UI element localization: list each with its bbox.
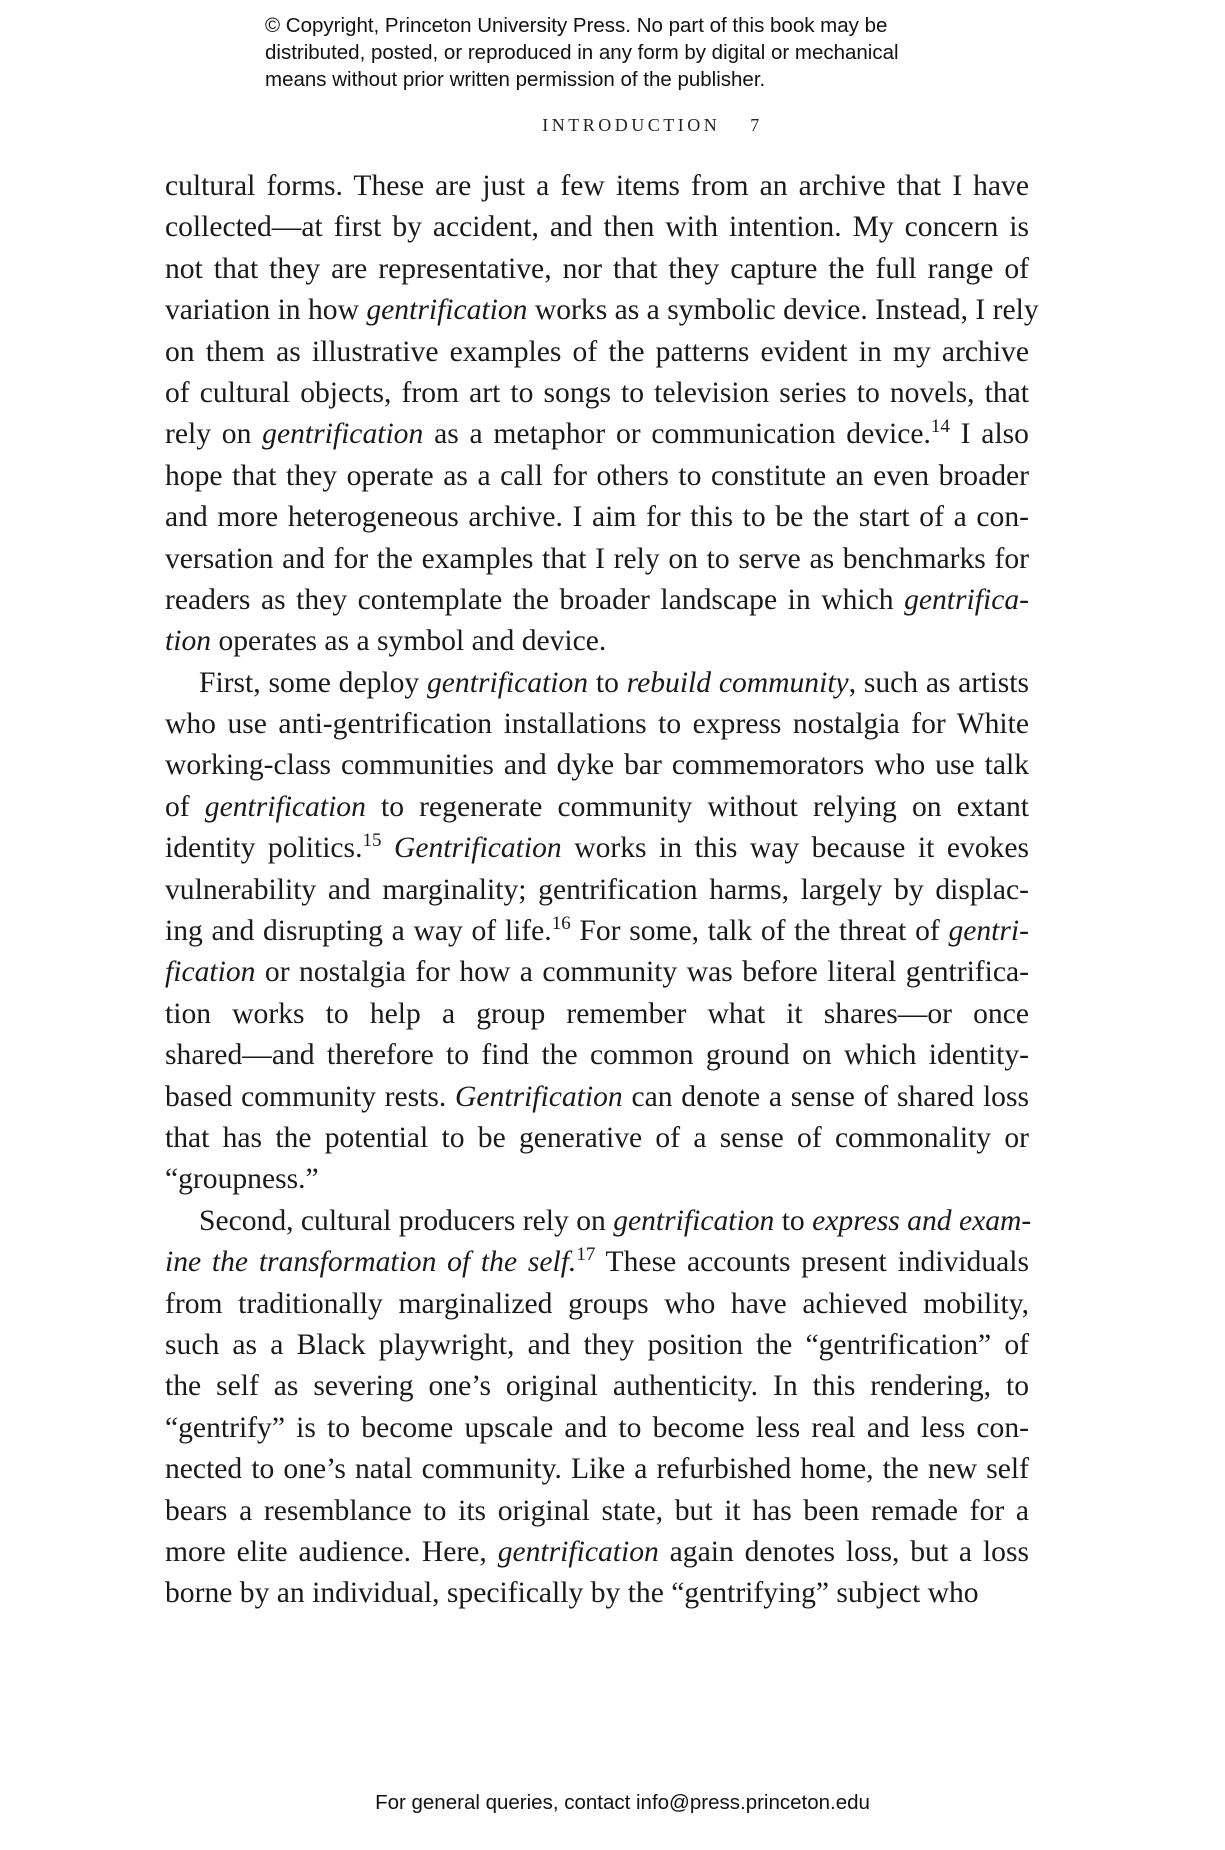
text-run: working-class communities and dyke bar commemorators who use talk [165, 749, 1029, 782]
paragraph [165, 166, 1039, 663]
running-head [0, 115, 1225, 136]
footnote-ref: 16 [551, 913, 571, 935]
text-line [165, 704, 1029, 745]
text-run: “groupness.” [165, 1163, 319, 1196]
italic-text: rebuild community [626, 666, 849, 699]
text-run: of [165, 790, 205, 823]
text-line [165, 1159, 1029, 1200]
text-line [165, 1366, 1029, 1407]
text-run: These accounts present individuals [595, 1246, 1029, 1279]
text-line [165, 290, 1039, 331]
text-line [165, 249, 1029, 290]
text-run: again denotes loss, but a loss [658, 1535, 1029, 1568]
text-line [165, 373, 1029, 414]
text-run: the self as severing one’s original authenticity. In this rendering, to [165, 1370, 1029, 1403]
footer-contact: For general queries, contact info@press.princeton.edu [375, 1791, 870, 1814]
text-run: tion works to help a group remember what it shares—or once [165, 997, 1029, 1030]
italic-text: Gentrification [455, 1080, 623, 1113]
text-run: vulnerability and marginality; gentrification harms, largely by displac- [165, 873, 1029, 906]
text-line [165, 1325, 1029, 1366]
italic-text: express and exam- [812, 1204, 1032, 1237]
text-run: of cultural objects, from art to songs to television series to novels, that [165, 376, 1029, 409]
italic-text: gentrification [204, 790, 366, 823]
text-run: hope that they operate as a call for others to constitute an even broader [165, 459, 1029, 492]
text-run: bears a resemblance to its original state, but it has been remade for a [165, 1494, 1029, 1527]
copyright-line: distributed, posted, or reproduced in any form by digital or mechanical [265, 41, 899, 64]
text-line [165, 1532, 1029, 1573]
text-line [165, 207, 1029, 248]
copyright-line: means without prior written permission of the publisher. [265, 68, 766, 91]
text-run: cultural forms. These are just a few items from an archive that I have [165, 170, 1029, 202]
body-text [165, 166, 1039, 1615]
text-run: based community rests. [165, 1080, 456, 1113]
text-line [165, 1284, 1029, 1325]
text-run: identity politics. [165, 832, 363, 865]
text-line [165, 911, 1029, 952]
text-run: more elite audience. Here, [165, 1535, 498, 1568]
text-run: First, some deploy [199, 666, 427, 699]
italic-text: gentrification [262, 418, 424, 451]
text-line [165, 952, 1029, 993]
text-run: can denote a sense of shared loss [622, 1080, 1030, 1113]
footnote-ref: 14 [930, 416, 950, 438]
text-line [165, 332, 1029, 373]
text-line [165, 828, 1029, 869]
copyright-notice [265, 12, 1025, 93]
text-run: operates as a symbol and device. [211, 625, 607, 658]
text-run: not that they are representative, nor that they capture the full range of [165, 252, 1029, 285]
italic-text: gentrification [497, 1535, 659, 1568]
text-run: nected to one’s natal community. Like a refurbished home, the new self [165, 1453, 1029, 1486]
text-line [165, 1077, 1029, 1118]
text-run: Second, cultural producers rely on [199, 1204, 614, 1237]
text-run: to [774, 1204, 813, 1237]
text-run: variation in how [165, 294, 367, 327]
text-run [381, 832, 394, 864]
text-run: shared—and therefore to find the common ground on which identity- [165, 1039, 1029, 1072]
text-run: to [588, 666, 627, 699]
paragraph [165, 1201, 1032, 1615]
text-run: such as a Black playwright, and they position the “gentrification” of [165, 1328, 1029, 1361]
italic-text: fication [165, 956, 256, 989]
text-line [165, 1408, 1029, 1449]
text-run: , such as artists [848, 666, 1029, 699]
italic-text: gentrification [366, 294, 528, 327]
text-line [165, 621, 1029, 662]
text-line [165, 870, 1029, 911]
text-run: collected—at first by accident, and then with intention. My concern is [165, 211, 1029, 244]
text-run: who use anti-gentrification installations to express nostalgia for White [165, 708, 1029, 741]
copyright-line: © Copyright, Princeton University Press. No part of this book may be [265, 14, 888, 37]
text-line [165, 1118, 1029, 1159]
italic-text: tion [165, 625, 212, 658]
text-run: that has the potential to be generative of a sense of commonality or [165, 1121, 1029, 1154]
text-run: “gentrify” is to become upscale and to become less real and less con- [165, 1411, 1029, 1444]
text-line [165, 1242, 1029, 1283]
text-line [165, 166, 1029, 207]
text-line [165, 1035, 1029, 1076]
text-run: or nostalgia for how a community was before literal gentrifica- [255, 956, 1029, 989]
text-line [165, 580, 1029, 621]
text-run: rely on [165, 418, 263, 451]
text-line [165, 497, 1029, 538]
text-run: and more heterogeneous archive. I aim for this to be the start of a con- [165, 501, 1029, 534]
text-run: on them as illustrative examples of the patterns evident in my archive [165, 335, 1029, 368]
text-line [165, 456, 1029, 497]
text-line [165, 539, 1029, 580]
italic-text: gentrification [427, 666, 589, 699]
italic-text: Gentrification [394, 832, 562, 865]
text-run: from traditionally marginalized groups who have achieved mobility, [165, 1287, 1029, 1320]
text-run: For some, talk of the threat of [570, 915, 949, 948]
italic-text: gentrification [613, 1204, 775, 1237]
text-run: as a metaphor or communication device. [423, 418, 931, 451]
text-line [165, 994, 1029, 1035]
text-run: borne by an individual, specifically by the “gentrifying” subject who [165, 1577, 979, 1610]
text-line [165, 663, 1029, 704]
text-line [165, 1201, 1032, 1242]
footnote-ref: 15 [362, 830, 382, 852]
text-run: works in this way because it evokes [561, 832, 1029, 865]
text-run: versation and for the examples that I rely on to serve as benchmarks for [165, 542, 1029, 575]
italic-text: gentri- [948, 915, 1029, 948]
text-run: readers as they contemplate the broader landscape in which [165, 583, 905, 616]
italic-text: ine the transformation of the self. [165, 1246, 577, 1279]
paragraph [165, 663, 1029, 1201]
text-run: to regenerate community without relying on extant [365, 790, 1029, 823]
text-run: ing and disrupting a way of life. [165, 915, 552, 948]
text-line [165, 1449, 1029, 1490]
text-line [165, 1573, 1029, 1614]
italic-text: gentrifica- [904, 583, 1029, 616]
text-run: I also [949, 418, 1029, 451]
footnote-ref: 17 [576, 1244, 596, 1266]
page-number: 7 [750, 115, 763, 135]
text-line [165, 414, 1029, 455]
text-run: works as a symbolic device. Instead, I rely [527, 294, 1039, 327]
section-title: INTRODUCTION [542, 115, 721, 135]
text-line [165, 787, 1029, 828]
text-line [165, 745, 1029, 786]
text-line [165, 1491, 1029, 1532]
